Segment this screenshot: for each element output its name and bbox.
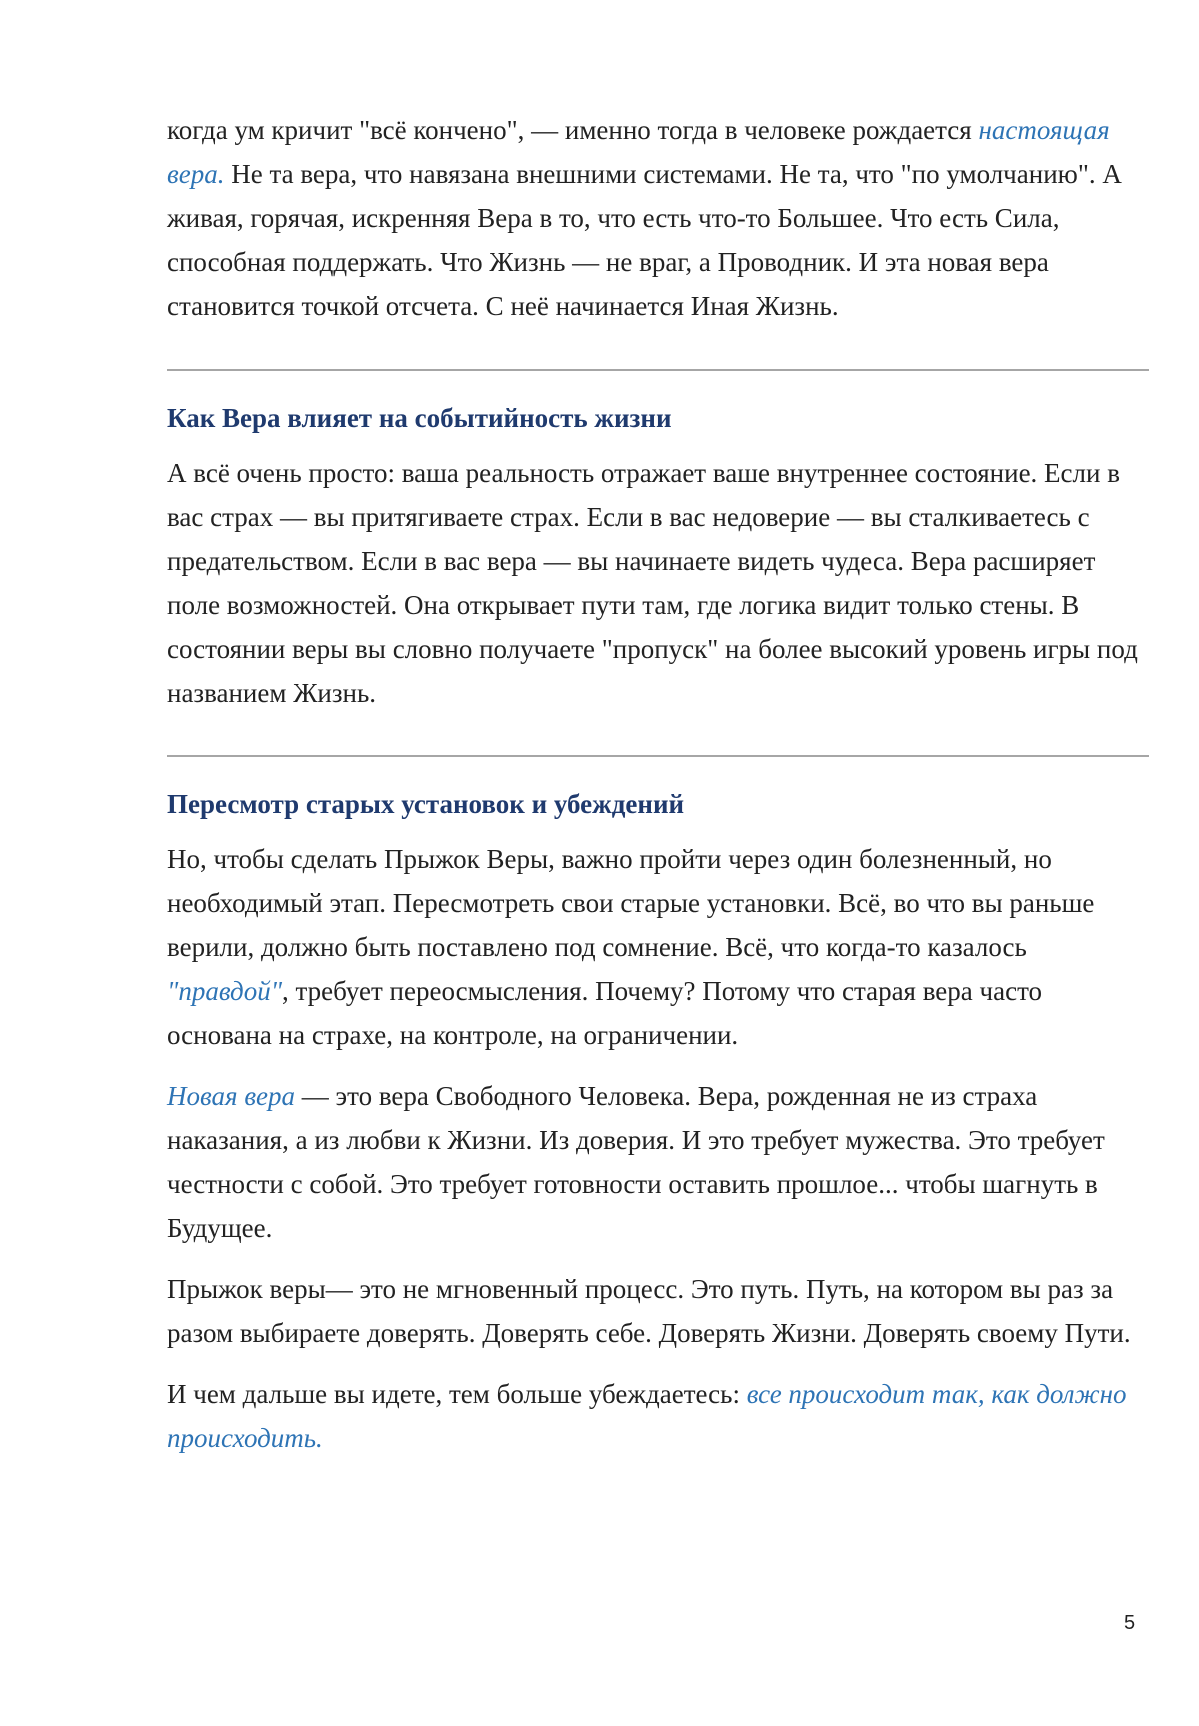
revision-paragraph-2 [167,1074,1149,1250]
revision-paragraph-1 [167,837,1149,1057]
emphasis-new-faith: Новая вера [167,1081,296,1111]
intro-text-end: Не та вера, что навязана внешними системами. Не та, что "по умолчанию". А живая, горячая, искренняя Вера в то, что есть что-то Большее. Что есть Сила, способная поддержать. Что Жизнь — не враг, а Проводник. И эта новая вера становится точкой отсчета. С неё начинается Иная Жизнь. [167,159,1122,321]
revision-p1-text-end: , требует переосмысления. Почему? Потому что старая вера часто основана на страхе, на контроле, на ограничении. [167,976,1043,1050]
emphasis-truth: "правдой" [167,976,283,1006]
intro-paragraph [167,108,1149,328]
revision-paragraph-4 [167,1372,1149,1460]
revision-p4-text: И чем дальше вы идете, тем больше убеждаетесь: [167,1379,747,1409]
revision-paragraph-3: Прыжок веры— это не мгновенный процесс. Это путь. Путь, на котором вы раз за разом выбираете доверять. Доверять себе. Доверять Жизни. Доверять своему Пути. [167,1274,1131,1348]
intro-text-start: когда ум кричит "всё кончено", — именно тогда в человеке рождается [167,115,979,145]
influence-paragraph: А всё очень просто: ваша реальность отражает ваше внутреннее состояние. Если в вас страх — вы притягиваете страх. Если в вас недоверие — вы сталкиваетесь с предательством. Если в вас вера — вы начинаете видеть чудеса. Вера расширяет поле возможностей. Она открывает пути там, где логика видит только стены. В состоянии веры вы словно получаете "пропуск" на более высокий уровень игры под названием Жизнь. [167,458,1138,708]
heading-faith-influence: Как Вера влияет на событийность жизни [167,403,672,433]
page-number: 5 [1124,1612,1136,1634]
heading-revision: Пересмотр старых установок и убеждений [167,789,685,819]
emphasis-should-happen: все происходит так, как должно происходить. [167,1379,1127,1453]
emphasis-true-faith: настоящая вера. [167,115,1110,189]
page-content [167,108,1149,1460]
revision-p1-text-start: Но, чтобы сделать Прыжок Веры, важно пройти через один болезненный, но необходимый этап. Пересмотреть свои старые установки. Всё, во что вы раньше верили, должно быть поставлено под сомнение. Всё, что когда-то казалось [167,844,1095,962]
revision-p2-text: — это вера Свободного Человека. Вера, рожденная не из страха наказания, а из любви к Жизни. Из доверия. И это требует мужества. Это требует честности с собой. Это требует готовности оставить прошлое... чтобы шагнуть в Будущее. [167,1081,1105,1243]
